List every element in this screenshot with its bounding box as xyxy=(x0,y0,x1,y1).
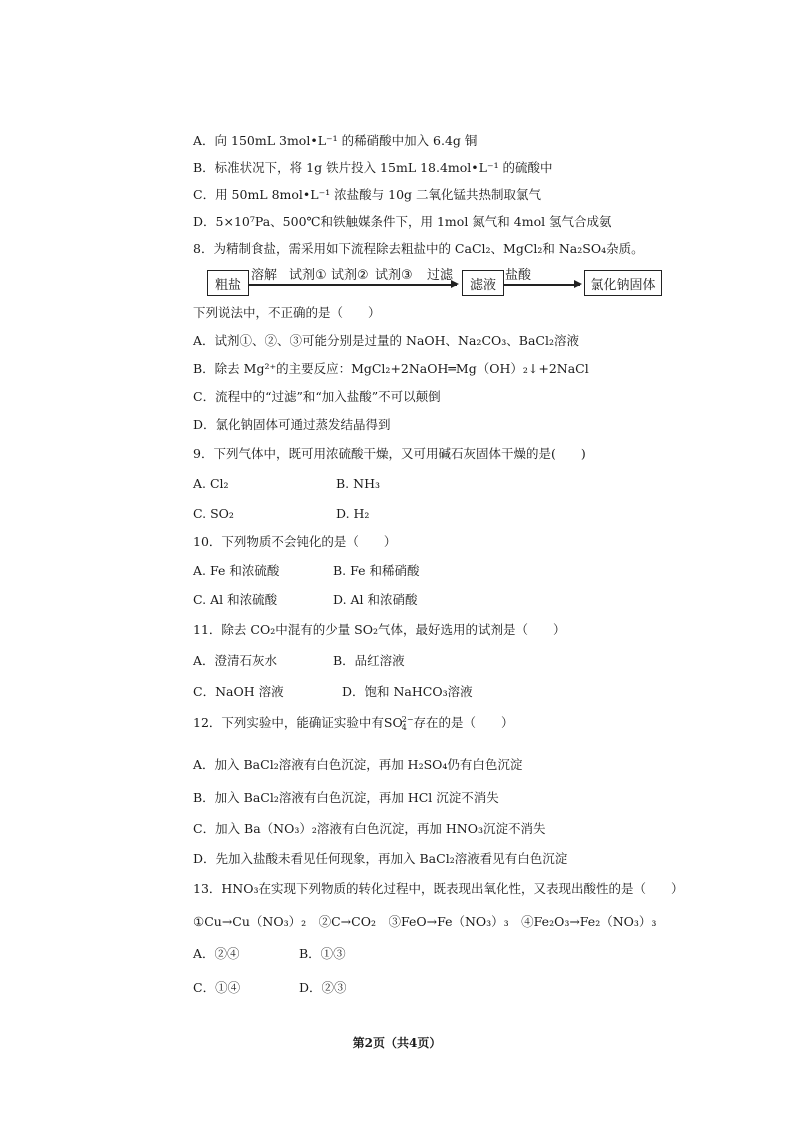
q13-option-c: C．①④ xyxy=(193,980,241,995)
sulfate-ion-sub: 4 xyxy=(401,722,407,732)
flow-step-hcl: 盐酸 xyxy=(505,268,532,283)
q8-question: 下列说法中，不正确的是（ ） xyxy=(193,305,381,320)
q8-flowchart xyxy=(207,268,662,298)
sulfate-ion-sup: 2− xyxy=(401,714,414,724)
q11-stem: 11．除去 CO₂中混有的少量 SO₂气体，最好选用的试剂是（ ） xyxy=(193,622,566,637)
q13-stem: 13．HNO₃在实现下列物质的转化过程中，既表现出氧化性，又表现出酸性的是（ ） xyxy=(193,881,684,896)
q13-items: ①Cu→Cu（NO₃）₂ ②C→CO₂ ③FeO→Fe（NO₃）₃ ④Fe₂O₃→Fe₂（NO₃）₃ xyxy=(193,914,657,929)
q7-option-c: C．用 50mL 8mol•L⁻¹ 浓盐酸与 10g 二氧化锰共热制取氯气 xyxy=(193,187,542,202)
sulfate-ion-formula xyxy=(384,715,414,730)
q7-option-d: D．5×10⁷Pa、500℃和铁触媒条件下，用 1mol 氮气和 4mol 氢气合成氨 xyxy=(193,214,612,229)
q13-option-d: D．②③ xyxy=(299,980,347,995)
q12-option-a: A．加入 BaCl₂溶液有白色沉淀，再加 H₂SO₄仍有白色沉淀 xyxy=(193,757,523,772)
flow-step-reagent3: 试剂③ xyxy=(375,268,413,283)
flow-step-dissolve: 溶解 xyxy=(251,268,278,283)
sulfate-ion-symbol: SO xyxy=(383,715,403,730)
flow-step-filter: 过滤 xyxy=(427,268,454,283)
q8-option-b: B．除去 Mg²⁺的主要反应：MgCl₂+2NaOH═Mg（OH）₂↓+2NaCl xyxy=(193,361,589,376)
sulfate-ion-charge xyxy=(402,716,414,732)
q12-stem-suffix: 存在的是（ ） xyxy=(413,715,514,730)
q11-option-d: D．饱和 NaHCO₃溶液 xyxy=(342,684,473,699)
q10-option-b: B. Fe 和稀硝酸 xyxy=(333,563,420,578)
q8-option-a: A．试剂①、②、③可能分别是过量的 NaOH、Na₂CO₃、BaCl₂溶液 xyxy=(193,333,579,348)
q10-option-a: A. Fe 和浓硫酸 xyxy=(193,563,280,578)
flow-step-reagent2: 试剂② xyxy=(331,268,369,283)
q13-option-b: B．①③ xyxy=(299,946,346,961)
flow-box-nacl-solid: 氯化钠固体 xyxy=(584,270,662,296)
q12-option-c: C．加入 Ba（NO₃）₂溶液有白色沉淀，再加 HNO₃沉淀不消失 xyxy=(193,821,546,836)
q9-option-c: C. SO₂ xyxy=(193,506,234,521)
q10-option-c: C. Al 和浓硫酸 xyxy=(193,592,278,607)
q12-stem-prefix: 12．下列实验中，能确证实验中有 xyxy=(193,715,384,730)
q9-option-a: A. Cl₂ xyxy=(193,476,229,491)
flow-box-filtrate: 滤液 xyxy=(462,270,504,296)
q7-option-a: A．向 150mL 3mol•L⁻¹ 的稀硝酸中加入 6.4g 铜 xyxy=(193,133,478,148)
flow-box-crude-salt: 粗盐 xyxy=(207,270,249,296)
flow-arrow-2 xyxy=(504,284,580,286)
q12-stem xyxy=(193,715,514,732)
flow-step-reagent1: 试剂① xyxy=(289,268,327,283)
q9-option-d: D. H₂ xyxy=(336,506,370,521)
q9-option-b: B. NH₃ xyxy=(336,476,380,491)
q13-option-a: A．②④ xyxy=(193,946,240,961)
q12-option-b: B．加入 BaCl₂溶液有白色沉淀，再加 HCl 沉淀不消失 xyxy=(193,790,499,805)
q8-option-c: C．流程中的“过滤”和“加入盐酸”不可以颠倒 xyxy=(193,389,441,404)
q12-option-d: D．先加入盐酸未看见任何现象，再加入 BaCl₂溶液看见有白色沉淀 xyxy=(193,851,568,866)
q11-option-c: C．NaOH 溶液 xyxy=(193,684,284,699)
q8-option-d: D．氯化钠固体可通过蒸发结晶得到 xyxy=(193,417,391,432)
q11-option-b: B．品红溶液 xyxy=(333,653,405,668)
q9-stem: 9．下列气体中，既可用浓硫酸干燥，又可用碱石灰固体干燥的是( ) xyxy=(193,446,586,461)
flow-arrow-1 xyxy=(249,284,457,286)
page-footer: 第2页（共4页） xyxy=(352,1036,442,1050)
q11-option-a: A．澄清石灰水 xyxy=(193,653,278,668)
q10-stem: 10．下列物质不会钝化的是（ ） xyxy=(193,534,397,549)
q10-option-d: D. Al 和浓硝酸 xyxy=(333,592,418,607)
q7-option-b: B．标准状况下，将 1g 铁片投入 15mL 18.4mol•L⁻¹ 的硫酸中 xyxy=(193,160,553,175)
q8-stem: 8．为精制食盐，需采用如下流程除去粗盐中的 CaCl₂、MgCl₂和 Na₂SO₄杂质。 xyxy=(193,241,644,256)
